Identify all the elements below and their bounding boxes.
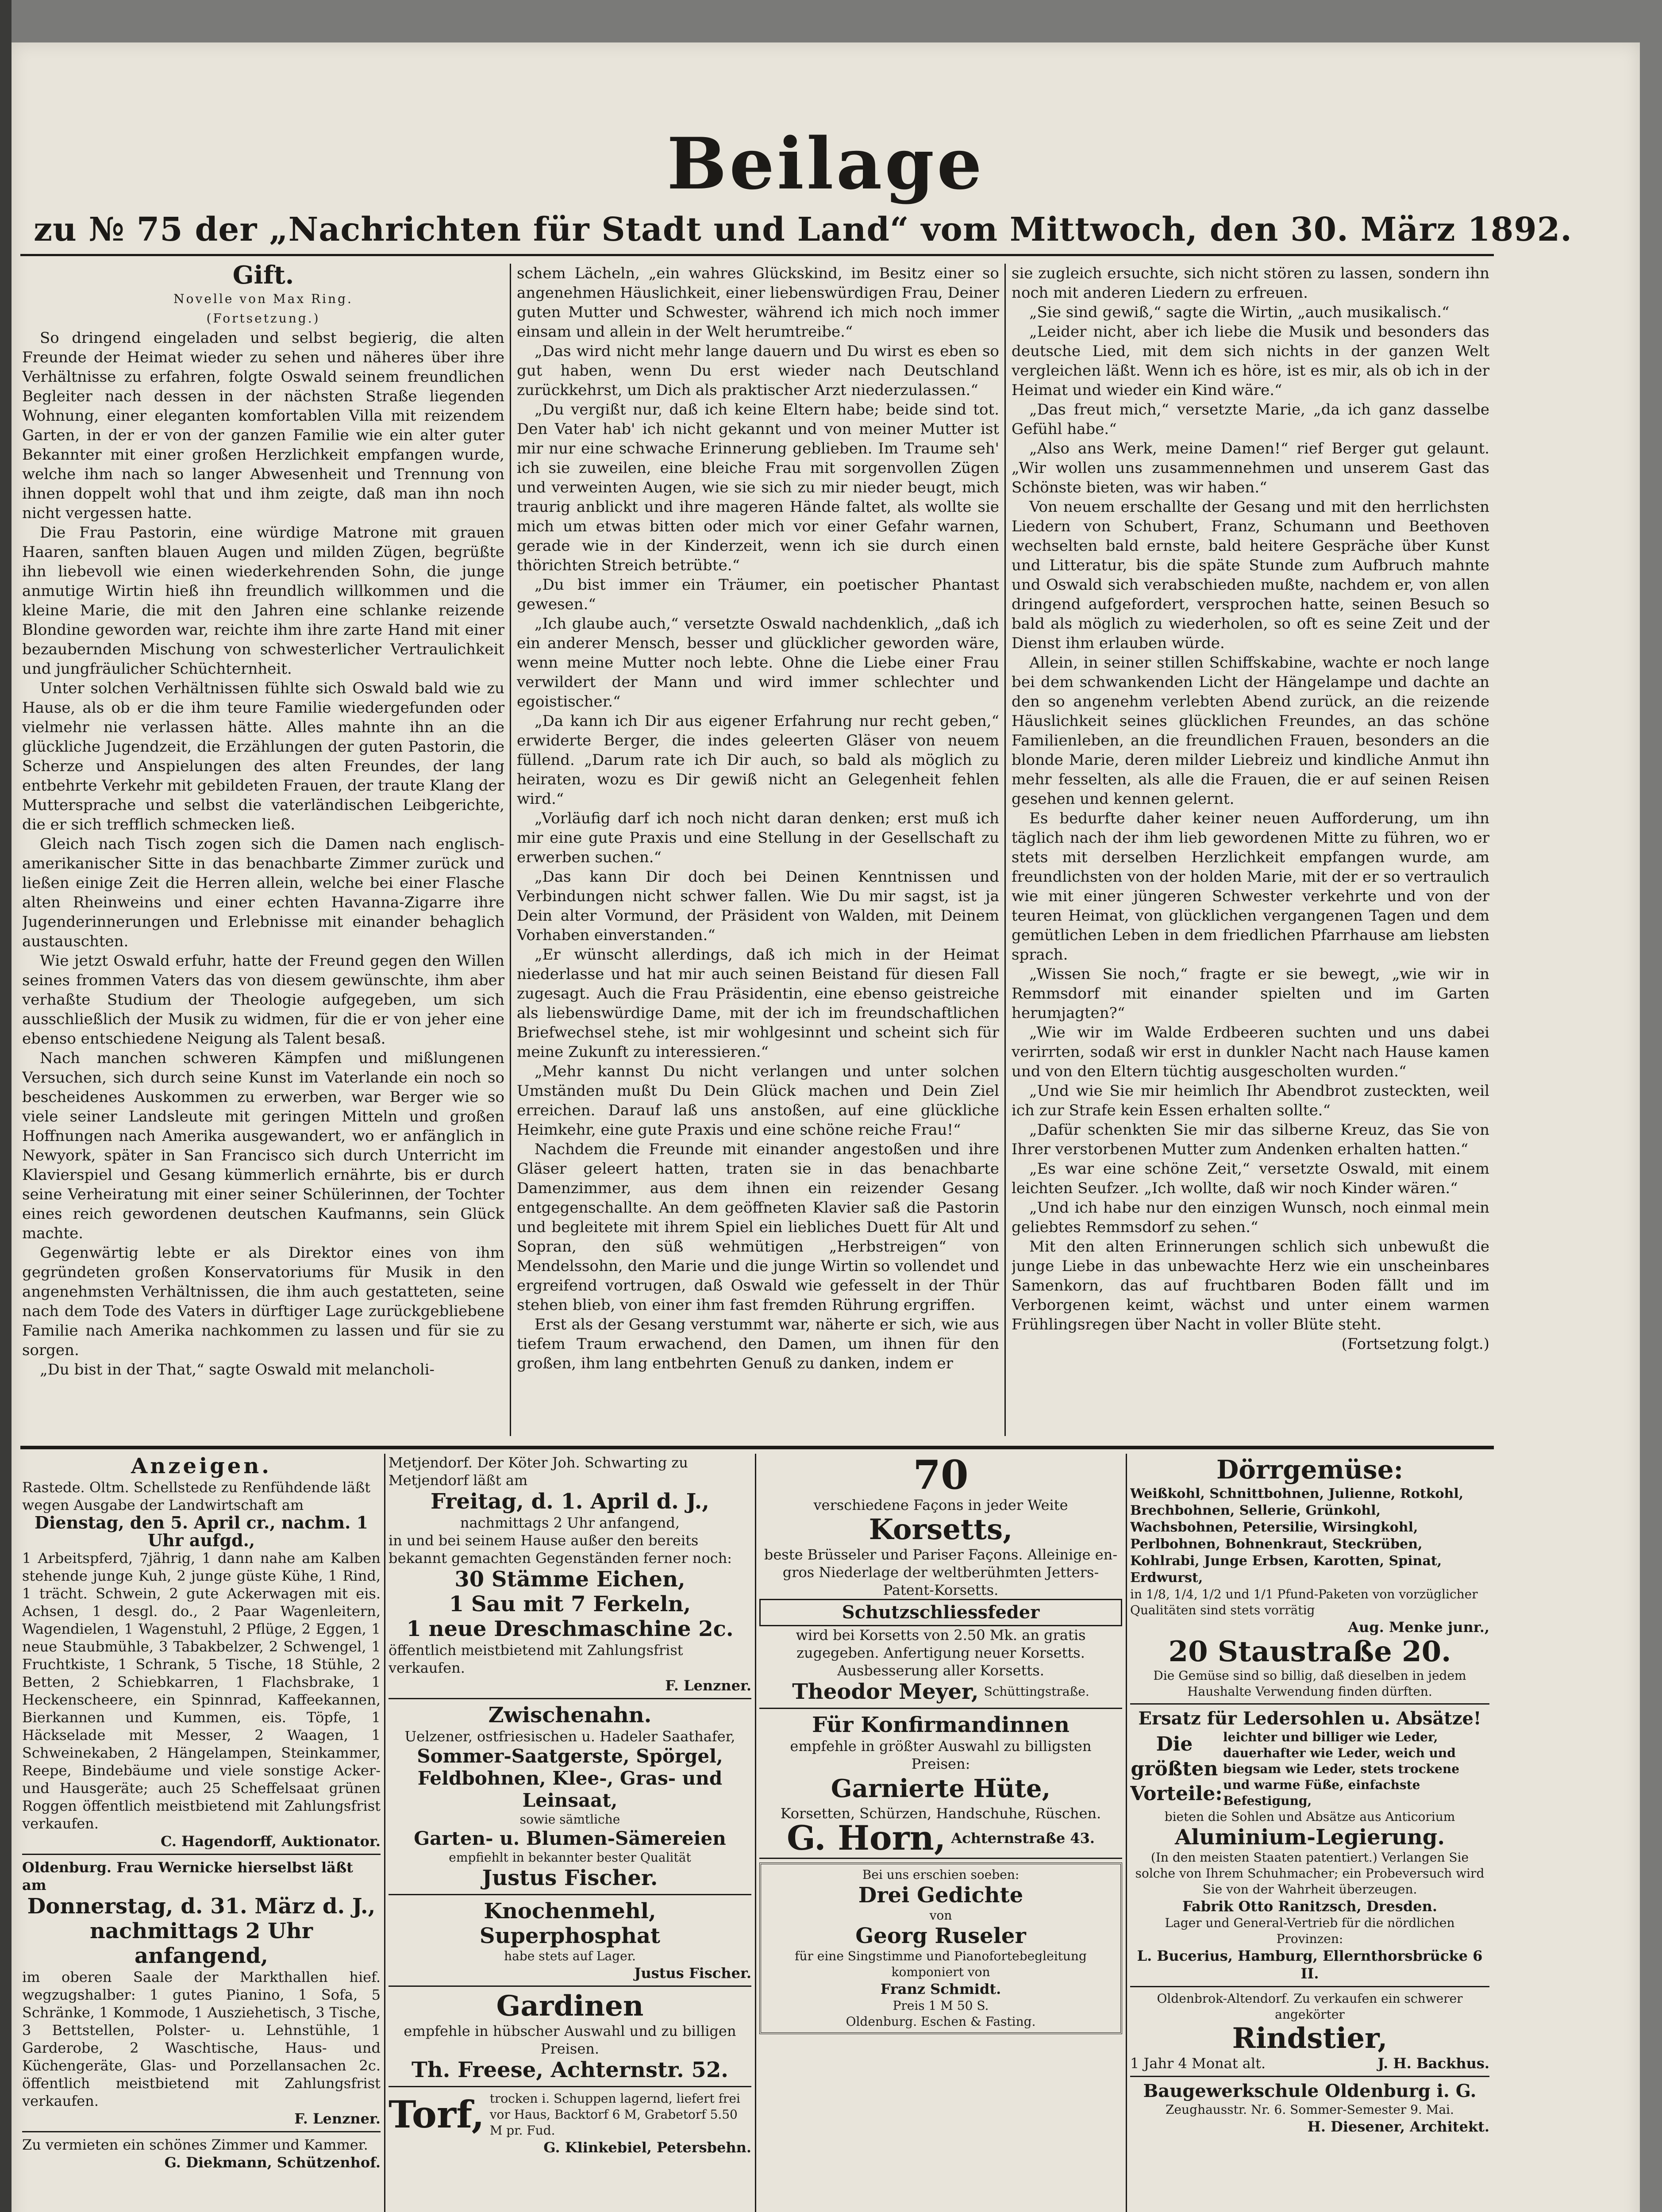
ad-item: 30 Stämme Eichen, <box>454 1567 685 1592</box>
ad-item: Sommer-Saatgerste, Spörgel, Feldbohnen, Klee-, Gras- und Leinsaat, <box>417 1745 723 1811</box>
ad-address: 20 Staustraße 20. <box>1168 1635 1451 1668</box>
paragraph: „Mehr kannst Du nicht verlangen und unter solchen Umständen mußt Du Dein Glück machen und Dein Ziel erreichen. Darauf laß uns anstoßen, auf eine glückliche Heimkehr, eine gute Praxis und eine schöne reiche Frau!“ <box>517 1063 999 1139</box>
ad-text: Zu vermieten ein schönes Zimmer und Kammer. <box>22 2136 368 2153</box>
paragraph: „Und ich habe nur den einzigen Wunsch, noch einmal mein geliebtes Remmsdorf zu sehen.“ <box>1012 1199 1489 1236</box>
ad-price: Preis 1 M 50 S. <box>893 1998 989 2013</box>
paragraph: Die Frau Pastorin, eine würdige Matrone mit grauen Haaren, sanften blauen Augen und milden Zügen, begrüßte ihn liebevoll wie einen wiederkehrenden Sohn, die junge anmutige Wirtin hieß ihn freundlich willkommen und die kleine Marie, die mit den Jahren eine schlanke reizende Blondine geworden war, reichte ihm ihre zarte Hand mit einer bezaubernden Mischung von schwesterlicher Vertraulichkeit und jungfräulicher Schüchternheit. <box>22 524 504 678</box>
ad-signature: H. Diesener, Architekt. <box>1307 2118 1489 2135</box>
paragraph: „Er wünscht allerdings, daß ich mich in der Heimat niederlasse und hat mir auch seinen Beistand für diesen Fall zugesagt. Auch die Frau Präsidentin, eine ebenso geistreiche als liebenswürdige Dame, mit der ich im freundschaftlichen Briefwechsel stehe, ist mir wohlgesinnt und scheint sich für meine Zukunft zu interessieren.“ <box>517 946 999 1061</box>
ad-signature: J. H. Backhus. <box>1377 2055 1489 2072</box>
divider <box>389 1698 751 1699</box>
paragraph: „Sie sind gewiß,“ sagte die Wirtin, „auch musikalisch.“ <box>1029 303 1450 321</box>
ad-text: bieten die Sohlen und Absätze aus Anticorium <box>1164 1809 1455 1824</box>
issue-line: zu № 75 der „Nachrichten für Stadt und Land“ vom Mittwoch, den 30. März 1892. <box>34 211 1572 249</box>
ad-text: trocken i. Schuppen lagernd, liefert frei vor Haus, Backtorf 6 M, Grabetorf 5.50 M pr. Fud. <box>489 2091 740 2138</box>
ad-signature: C. Hagendorff, Auktionator. <box>160 1833 381 1850</box>
story-byline: Novelle von Max Ring. <box>173 292 353 306</box>
paragraph: Nachdem die Freunde mit einander angestoßen und ihre Gläser geleert hatten, traten sie in das benachbarte Damenzimmer, aus dem ihnen ein reizender Gesang entgegenschallte. An dem geöffneten Klavier saß die Pastorin und begleitete mit ihrem Spiel ein liebliches Duett für Alt und Sopran, den süß wehmütigen „Herbstreigen“ von Mendelssohn, den Marie und die junge Wirtin so vollendet und ergreifend vortrugen, daß Oswald wie gefesselt in der Thür stehen blieb, von einer ihm fast fremden Rührung ergriffen. <box>517 1141 999 1314</box>
ad-text: für eine Singstimme und Pianofortebegleitung komponiert von <box>795 1949 1087 1979</box>
divider <box>22 1854 381 1855</box>
ad-text: Zeughausstr. Nr. 6. Sommer-Semester 9. Mai. <box>1166 2102 1454 2117</box>
ad-text: Bei uns erschien soeben: <box>862 1867 1020 1882</box>
ad-signature: Justus Fischer. <box>634 1965 751 1982</box>
story-column-3 <box>1012 264 1489 1432</box>
paragraph: „Du bist in der That,“ sagte Oswald mit melancholi- <box>40 1361 435 1379</box>
ad-signature: L. Bucerius, Hamburg, Ellernthorsbrücke 6 II. <box>1137 1947 1483 1982</box>
divider <box>22 2131 381 2132</box>
ad-text: (In den meisten Staaten patentiert.) Verlangen Sie solche von Ihrem Schuhmacher; ein Probeversuch wird Sie von der Wahrheit überzeugen. <box>1135 1850 1485 1897</box>
ad-title: Rindstier, <box>1232 2022 1388 2055</box>
column-divider <box>384 1454 385 2212</box>
ad-title: Zwischenahn. <box>488 1703 652 1728</box>
ad-title: Ersatz für Ledersohlen u. Absätze! <box>1138 1708 1481 1729</box>
divider <box>759 1858 1122 1859</box>
ads-column-3 <box>759 1454 1122 2212</box>
section-rule <box>20 1446 1494 1449</box>
ad-text: im oberen Saale der Markthallen hief. wegzugshalber: 1 gutes Pianino, 1 Sofa, 5 Schränke, 1 Kommode, 1 Ausziehetisch, 3 Tische, 3 Bettstellen, Polster- u. Lehnstühle, 1 Garderobe, 2 Waschtische, Haus- und Küchengeräte, Glas- und Porzellansachen 2c. öffentlich meistbietend mit Zahlungsfrist verkaufen. <box>22 1969 381 2109</box>
ad-signature: Oldenburg. Eschen & Fasting. <box>846 2014 1036 2029</box>
ad-text: Lager und General-Vertrieb für die nördlichen Provinzen: <box>1165 1916 1455 1946</box>
page-title: Beilage <box>667 122 985 205</box>
ad-text: Metjendorf. Der Köter Joh. Schwarting zu Metjendorf läßt am <box>389 1454 688 1489</box>
paragraph: Gleich nach Tisch zogen sich die Damen nach englisch-amerikanischer Sitte in das benachbarte Zimmer zurück und ließen einige Zeit die Herren allein, welche bei einer Flasche alten Rheinweins und einer echten Havanna-Zigarre ihre Jugenderinnerungen und Erlebnisse mit einander behaglich austauschten. <box>22 835 504 950</box>
paragraph: Mit den alten Erinnerungen schlich sich unbewußt die junge Liebe in das unbewachte Herz wie ein unscheinbares Samenkorn, das auf fruchtbaren Boden fällt und im Verborgenen keimt, wächst und unter einem warmen Frühlingsregen über Nacht in voller Blüte steht. <box>1012 1238 1489 1333</box>
ad-item: 1 Sau mit 7 Ferkeln, <box>449 1592 691 1617</box>
ad-text: empfehle in größter Auswahl zu billigsten Preisen: <box>790 1738 1092 1772</box>
ad-text: Die Gemüse sind so billig, daß dieselben in jedem Haushalte Verwendung finden dürften. <box>1153 1668 1466 1699</box>
ad-text: Korsetten, Schürzen, Handschuhe, Rüschen. <box>780 1805 1101 1822</box>
paragraph: Gegenwärtig lebte er als Direktor eines von ihm gegründeten großen Konservatoriums für Musik in den angenehmsten Verhältnissen, die ihm auch gestatteten, seine nach dem Tode des Vaters in dürftiger Lage zurückgebliebene Familie nach Amerika nachkommen zu lassen und für sie zu sorgen. <box>22 1244 504 1359</box>
ad-text: von <box>929 1908 952 1923</box>
paragraph: „Dafür schenkten Sie mir das silberne Kreuz, das Sie von Ihrer verstorbenen Mutter zum Andenken erhalten hatten.“ <box>1012 1121 1489 1158</box>
divider <box>759 1708 1122 1709</box>
divider <box>389 2086 751 2087</box>
paragraph: „Es war eine schöne Zeit,“ versetzte Oswald, mit einem leichten Seufzer. „Ich wollte, daß wir noch Kinder wären.“ <box>1012 1160 1489 1197</box>
paragraph: „Ich glaube auch,“ versetzte Oswald nachdenklich, „daß ich ein anderer Mensch, besser und glücklicher geworden wäre, wenn meine Mutter noch lebte. Ohne die Liebe einer Frau verwildert der Mann und wird immer schlechter und egoistischer.“ <box>517 615 999 710</box>
paragraph: „Du vergißt nur, daß ich keine Eltern habe; beide sind tot. Den Vater hab' ich nicht gekannt und von meiner Mutter ist mir nur eine schwache Erinnerung geblieben. Im Traume seh' ich sie zuweilen, eine bleiche Frau mit sorgenvollen Zügen und verweinten Augen, wie sie sich zu mir nieder beugt, mich traurig anblickt und ihre mageren Hände faltet, als wollte sie mich um etwas bitten oder mich vor einer Gefahr warnen, gerade wie in der Kinderzeit, wenn ich sie durch einen thörichten Streich betrübte.“ <box>517 401 999 574</box>
paragraph: „Das kann Dir doch bei Deinen Kenntnissen und Verbindungen nicht schwer fallen. Wie Du mir sagst, ist ja Dein alter Vormund, der Präsident von Walden, mit Deinem Vorhaben einverstanden.“ <box>517 868 999 944</box>
ad-item: Georg Ruseler <box>855 1924 1026 1948</box>
divider <box>389 1894 751 1895</box>
ads-column-1 <box>22 1454 381 2212</box>
ad-item: Franz Schmidt. <box>880 1981 1001 1997</box>
story-title: Gift. <box>232 264 294 290</box>
paragraph: „Also ans Werk, meine Damen!“ rief Berger gut gelaunt. „Wir wollen uns zusammennehmen und unserem Gast das Schönste bieten, was wir haben.“ <box>1012 440 1489 496</box>
ad-signature: G. Klinkebiel, Petersbehn. <box>543 2139 751 2156</box>
paragraph: „Da kann ich Dir aus eigener Erfahrung nur recht geben,“ erwiderte Berger, die indes geleerten Gläser von neuem füllend. „Darum rate ich Dir auch, so bald als möglich zu heiraten, wozu es Dir gewiß nicht an Gelegenheit fehlen wird.“ <box>517 712 999 808</box>
ad-title: Für Konfirmandinnen <box>812 1713 1070 1737</box>
paragraph: Unter solchen Verhältnissen fühlte sich Oswald bald wie zu Hause, als ob er die ihm teure Familie wiedergefunden oder vielmehr nie verlassen hätte. Alles mahnte ihn an die glückliche Jugendzeit, die Erzählungen der guten Pastorin, die Scherze und Anspielungen des alten Freundes, der lang entbehrte Verkehr mit gebildeten Frauen, der traute Klang der Muttersprache und selbst die vaterländischen Leibgerichte, die er sich trefflich schmecken ließ. <box>22 680 504 833</box>
ad-text: verschiedene Façons in jeder Weite <box>813 1497 1068 1513</box>
column-divider <box>755 1454 756 2212</box>
story-column-2 <box>517 264 999 1432</box>
ad-text: nachmittags 2 Uhr anfangend, <box>460 1514 680 1531</box>
ad-title: Dörrgemüse: <box>1216 1455 1404 1485</box>
ad-title: Torf, <box>389 2093 485 2136</box>
story-column-1 <box>22 264 504 1432</box>
column-divider <box>1126 1454 1127 2212</box>
ad-date: Freitag, d. 1. April d. J., <box>430 1489 710 1514</box>
paragraph: „Du bist immer ein Träumer, ein poetischer Phantast gewesen.“ <box>517 576 999 613</box>
divider <box>1130 1986 1489 1987</box>
divider <box>1130 2076 1489 2077</box>
paragraph: Wie jetzt Oswald erfuhr, hatte der Freund gegen den Willen seines frommen Vaters das von diesem gewünschte, ihm aber verhaßte Studium der Theologie aufgegeben, um sich ausschließlich der Musik zu widmen, für die er von jeher eine ebenso entschiedene Neigung als Talent besaß. <box>22 952 504 1048</box>
ad-text: Uelzener, ostfriesischen u. Hadeler Saathafer, <box>404 1728 735 1745</box>
ad-signature: F. Lenzner. <box>294 2110 381 2127</box>
ad-text: habe stets auf Lager. <box>504 1949 636 1963</box>
ad-signature: G. Horn, <box>786 1818 946 1858</box>
paragraph: „Wissen Sie noch,“ fragte er sie bewegt, „wie wir in Remmsdorf mit einander spielten und im Garten herumjagten?“ <box>1012 965 1489 1022</box>
ad-text: empfehle in hübscher Auswahl und zu billigen Preisen. <box>404 2023 736 2057</box>
ads-column-4 <box>1130 1454 1489 2212</box>
ad-signature: Th. Freese, Achternstr. 52. <box>412 2058 728 2082</box>
ad-text: wird bei Korsetts von 2.50 Mk. an gratis zugegeben. Anfertigung neuer Korsetts. Ausbesserung aller Korsetts. <box>796 1627 1086 1679</box>
paragraph: „Das wird nicht mehr lange dauern und Du wirst es eben so gut haben, wenn Du erst wieder nach Deutschland zurückkehrst, um Dich als praktischer Arzt niederzulassen.“ <box>517 342 999 399</box>
paragraph: Es bedurfte daher keiner neuen Aufforderung, um ihn täglich nach der ihm lieb gewordenen Mitte zu führen, wo er stets mit derselben Herzlichkeit empfangen wurde, am freundlichsten von der holden Marie, mit der er so vertraulich wie mit einer jüngeren Schwester verkehrte und von der teuren Heimat, von glücklichen vergangenen Tagen und dem gemütlichen Leben in dem friedlichen Pfarrhause am liebsten sprach. <box>1012 810 1489 964</box>
paragraph: „Das freut mich,“ versetzte Marie, „da ich ganz dasselbe Gefühl habe.“ <box>1012 401 1489 438</box>
ad-item: 1 neue Dreschmaschine 2c. <box>406 1617 734 1641</box>
paragraph: schem Lächeln, „ein wahres Glückskind, im Besitz einer so angenehmen Häuslichkeit, einer liebenswürdigen Frau, Deiner guten Mutter und Schwester, während ich mich noch immer einsam und allein in der Welt herumtreibe.“ <box>517 265 999 341</box>
header-rule <box>20 254 1494 256</box>
ad-title: Korsetts, <box>869 1513 1013 1546</box>
ads-column-2 <box>389 1454 751 2212</box>
ad-item: Aluminium-Legierung. <box>1174 1825 1445 1850</box>
ad-text: Weißkohl, Schnittbohnen, Julienne, Rotkohl, Brechbohnen, Sellerie, Grünkohl, Wachsbohnen, Petersilie, Wirsingkohl, Perlbohnen, Bohnenkraut, Steckrüben, Kohlrabi, Junge Erbsen, Karotten, Spinat, Erdwurst, <box>1130 1486 1464 1586</box>
ad-address: Achternstraße 43. <box>951 1830 1095 1847</box>
paragraph: Allein, in seiner stillen Schiffskabine, wachte er noch lange bei dem schwankenden Licht der Hängelampe und dachte an den so angenehm verlebten Abend zurück, an die reizende Häuslichkeit seines glücklichen Freundes, an das schöne Familienleben, an die freundlichen Frauen, besonders an die blonde Marie, deren milder Liebreiz und kindliche Anmut ihn mehr fesselten, als alle die Frauen, die er auf seinen Reisen gesehen und kennen gelernt. <box>1012 654 1489 808</box>
ad-text: 1 Jahr 4 Monat alt. <box>1130 2055 1266 2072</box>
paragraph: „Leider nicht, aber ich liebe die Musik und besonders das deutsche Lied, mit dem sich nichts in der ganzen Welt vergleichen läßt. Wenn ich es höre, ist es mir, als ob ich in der Heimat und wieder ein Kind wäre.“ <box>1012 323 1489 399</box>
ad-text: 1 Arbeitspferd, 7jährig, 1 dann nahe am Kalben stehende junge Kuh, 2 junge güste Kühe, 1 Rind, 1 trächt. Schwein, 2 gute Ackerwagen mit eis. Achsen, 1 desgl. do., 2 Paar Wagenleitern, Wagendielen, 1 Wagenstuhl, 2 Pflüge, 2 Eggen, 1 neue Staubmühle, 3 Tabakbelzer, 2 Schwengel, 1 Fruchtkiste, 1 Schrank, 5 Tische, 18 Stühle, 2 Betten, 2 Schiebkarren, 1 Flachsbrake, 1 Heckenscheere, ein Spinnrad, Kaffeekannen, Bierkannen und Kummen, eis. Töpfe, 1 Häckselade mit Messer, 2 Waagen, 1 Schweinekaben, 2 Hängelampen, Steinkammer, Reepe, Bindebäume und viele sonstige Acker- und Hausgeräte; auch 25 Scheffelsaat grünen Roggen öffentlich meistbietend mit Zahlungsfrist verkaufen. <box>22 1550 381 1832</box>
column-divider <box>1004 264 1006 1436</box>
newspaper-page <box>12 42 1640 2212</box>
ad-text: in und bei seinem Hause außer den bereits bekannt gemachten Gegenständen ferner noch: <box>389 1532 732 1567</box>
ad-text: sowie sämtliche <box>519 1812 620 1827</box>
paragraph: So dringend eingeladen und selbst begierig, die alten Freunde der Heimat wieder zu sehen und näheres über ihre Verhältnisse zu erfahren, folgte Oswald seinem freundlichen Begleiter nach dessen in der nächsten Straße liegenden Wohnung, einer eleganten komfortablen Villa mit reizendem Garten, in der er von der ganzen Familie wie ein alter guter Bekannter mit einer großen Herzlichkeit empfangen wurde, welche ihm nach so langer Abwesenheit und Trennung von ihnen doppelt wohl that und ihm zeigte, daß man ihn noch nicht vergessen hatte. <box>22 329 504 522</box>
column-divider <box>510 264 511 1436</box>
ad-number: 70 <box>913 1454 969 1498</box>
paragraph: Von neuem erschallte der Gesang und mit den herrlichsten Liedern von Schubert, Franz, Schumann und Beethoven wechselten bald ernste, bald heitere Gespräche über Kunst und Litteratur, bis die späte Stunde zum Aufbruch mahnte und Oswald sich verabschieden mußte, nachdem er, von allen dringend aufgefordert, versprochen hatte, seinen Besuch so bald als möglich zu wiederholen, so oft es seine Zeit und der Dienst ihm erlauben würde. <box>1012 498 1489 652</box>
ad-item: Garnierte Hüte, <box>831 1774 1051 1803</box>
ad-signature: Theodor Meyer, <box>792 1679 979 1704</box>
ad-text: beste Brüsseler und Pariser Façons. Alleinige en-gros Niederlage der weltberühmten Jetters-Patent-Korsetts. <box>764 1546 1118 1598</box>
ad-text: leichter und billiger wie Leder, dauerhafter wie Leder, weich und biegsam wie Leder, stets trockene und warme Füße, einfachste Befestigung, <box>1223 1730 1460 1808</box>
paragraph: „Und wie Sie mir heimlich Ihr Abendbrot zusteckten, weil ich zur Strafe kein Essen erhalten sollte.“ <box>1012 1082 1489 1119</box>
ad-title: Gardinen <box>496 1989 644 2023</box>
ad-text: Oldenburg. Frau Wernicke hierselbst läßt am <box>22 1859 353 1893</box>
ads-heading: Anzeigen. <box>131 1454 272 1479</box>
ad-signature: Fabrik Otto Ranitzsch, Dresden. <box>1182 1898 1437 1915</box>
ad-item: Knochenmehl, <box>484 1899 656 1924</box>
continued-note: (Fortsetzung folgt.) <box>1341 1335 1489 1353</box>
ad-item: Schutzschliessfeder <box>759 1599 1122 1626</box>
ad-item: Die größten Vorteile: <box>1130 1733 1223 1805</box>
ad-date: Dienstag, den 5. April cr., nachm. 1 Uhr aufgd., <box>35 1513 368 1550</box>
ad-date: Donnerstag, d. 31. März d. J., nachmittags 2 Uhr anfangend, <box>27 1894 376 1968</box>
story-continued: (Fortsetzung.) <box>206 311 320 326</box>
ad-item: Garten- u. Blumen-Sämereien <box>414 1828 726 1849</box>
paragraph: sie zugleich ersuchte, sich nicht stören zu lassen, sondern ihn noch mit anderen Liedern zu erfreuen. <box>1012 265 1489 302</box>
paragraph: „Wie wir im Walde Erdbeeren suchten und uns dabei verirrten, sodaß wir erst in dunkler Nacht nach Hause kamen und von den Eltern tüchtig ausgescholten wurden.“ <box>1012 1024 1489 1080</box>
paragraph: „Vorläufig darf ich noch nicht daran denken; erst muß ich mir eine gute Praxis und eine Stellung in der Gesellschaft zu erwerben suchen.“ <box>517 810 999 866</box>
divider <box>389 1985 751 1987</box>
ad-text: Oldenbrok-Altendorf. Zu verkaufen ein schwerer angekörter <box>1157 1991 1463 2022</box>
ad-title: Drei Gedichte <box>858 1883 1023 1908</box>
ad-item: Superphosphat <box>479 1924 661 1948</box>
paragraph: Erst als der Gesang verstummt war, näherte er sich, wie aus tiefem Traum erwachend, den Damen, um ihnen für den großen, ihm lang entbehrten Genuß zu danken, indem er <box>517 1316 999 1372</box>
ad-text: in 1/8, 1/4, 1/2 und 1/1 Pfund-Paketen von vorzüglicher Qualitäten sind stets vorrätig <box>1130 1587 1478 1617</box>
ad-title: Baugewerkschule Oldenburg i. G. <box>1143 2081 1477 2101</box>
ad-text: empfiehlt in bekannter bester Qualität <box>449 1850 691 1865</box>
ad-text: Rastede. Oltm. Schellstede zu Renfühdende läßt wegen Ausgabe der Landwirtschaft am <box>22 1479 371 1513</box>
ad-signature: Justus Fischer. <box>482 1866 658 1890</box>
divider <box>1130 1703 1489 1705</box>
ad-signature: G. Diekmann, Schützenhof. <box>164 2154 381 2171</box>
ad-signature: F. Lenzner. <box>665 1677 751 1694</box>
ad-address: Schüttingstraße. <box>984 1684 1089 1699</box>
book-spine <box>0 0 12 2212</box>
ad-signature: Aug. Menke junr., <box>1348 1619 1489 1636</box>
paragraph: Nach manchen schweren Kämpfen und mißlungenen Versuchen, sich durch seine Kunst im Vaterlande ein noch so bescheidenes Auskommen zu erwerben, war Berger wie so viele seiner Landsleute mit geringen Mitteln und großen Hoffnungen nach Amerika ausgewandert, wo er anfänglich in Newyork, später in San Francisco sich durch Unterricht im Klavierspiel und Gesang kümmerlich ernährte, bis er durch seine Verheiratung mit einer seiner Schülerinnen, der Tochter eines reich gewordenen deutschen Kaufmanns, sein Glück machte. <box>22 1049 504 1242</box>
ad-text: öffentlich meistbietend mit Zahlungsfrist verkaufen. <box>389 1642 683 1676</box>
